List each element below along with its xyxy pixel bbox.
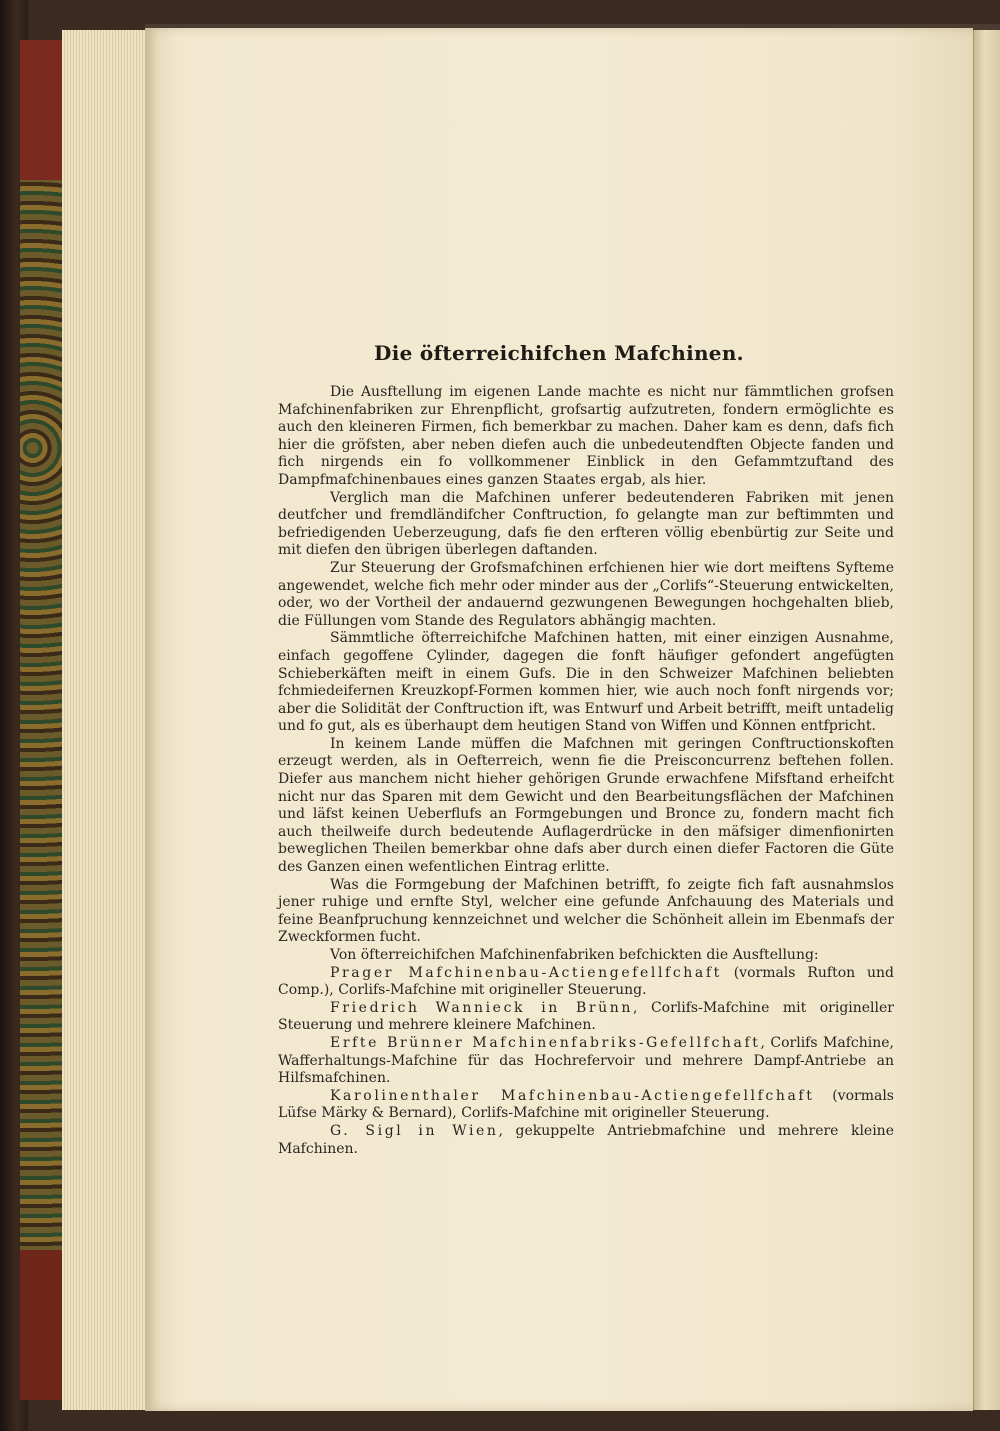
exhibitor-text: (vormals Rufton und Comp.), Corlifs-Mafchine mit origineller Steuerung. bbox=[278, 964, 894, 999]
page-stack-edge bbox=[62, 30, 148, 1410]
paragraph: Sämmtliche öfterreichifche Mafchinen hatten, mit einer einzigen Ausnahme, einfach gegoffene Cylinder, dagegen die fonft häufiger gefondert angefügten Schieberkäften meift in einem Gufs. Die in den Schweizer Mafchinen beliebten fchmiedeifernen Kreuzkopf-Formen kommen hier, wie auch noch fonft nirgends vor; aber die Solidität der Conftruction ift, was Entwurf und Arbeit betrifft, meift untadelig und fo gut, als es überhaupt dem heutigen Stand von Wiffen und Können entfpricht. bbox=[278, 630, 894, 735]
paragraph: Verglich man die Mafchinen unferer bedeutenderen Fabriken mit jenen deutfcher und fremdländifcher Conftruction, fo gelangte man zur beftimmten und befriedigenden Ueberzeugung, dafs fie den erfteren völlig ebenbürtig zur Seite und mit diefen den übrigen überlegen daftanden. bbox=[278, 489, 894, 559]
marbled-cover-edge bbox=[20, 40, 65, 1400]
exhibitor-entry bbox=[278, 965, 894, 1000]
exhibitor-text: (vormals Lüfse Märky & Bernard), Corlifs-Mafchine mit origineller Steuerung. bbox=[278, 1087, 894, 1122]
exhibitor-name: Prager Mafchinenbau-Actiengefellfchaft bbox=[330, 964, 722, 981]
exhibitor-entry bbox=[278, 1123, 894, 1158]
paragraph: Von öfterreichifchen Mafchinenfabriken befchickten die Ausftellung: bbox=[330, 947, 819, 963]
exhibitor-name: Erfte Brünner Mafchinenfabriks-Gefellfchaft bbox=[330, 1034, 761, 1051]
facing-page-edge bbox=[973, 30, 1000, 1410]
exhibitor-name: Friedrich Wannieck in Brünn bbox=[330, 999, 634, 1016]
exhibitor-name: G. Sigl in Wien bbox=[330, 1122, 499, 1139]
cover-corner-bottom bbox=[20, 1250, 62, 1400]
paragraph: Was die Formgebung der Mafchinen betrifft, fo zeigte fich faft ausnahmslos jener ruhige und ernfte Styl, welcher eine gefunde Anfchauung des Materials und feine Beanfpruchung kennzeichnet und welcher die Schönheit allein im Ebenmafs der Zweckformen fucht. bbox=[278, 876, 894, 946]
exhibitor-entry bbox=[278, 1088, 894, 1123]
paragraph: Die Ausftellung im eigenen Lande machte es nicht nur fämmtlichen grofsen Mafchinenfabriken zur Ehrenpflicht, grofsartig aufzutreten, fondern ermöglichte es auch den kleineren Firmen, fich bemerkbar zu machen. Daher kam es denn, dafs fich hier die gröfsten, aber neben diefen auch die unbedeutendften Objecte fanden und fich nirgends ein fo vollkommener Einblick in den Gefammtzuftand des Dampfmafchinenbaues eines ganzen Staates ergab, als hier. bbox=[278, 384, 894, 488]
exhibitor-entry bbox=[278, 1000, 894, 1035]
paragraph: Zur Steuerung der Grofsmafchinen erfchienen hier wie dort meiftens Syfteme angewendet, welche fich mehr oder minder aus der „Corlifs“-Steuerung entwickelten, oder, wo der Vortheil der andauernd gezwungenen Bewegungen hochgehalten blieb, die Füllungen vom Stande des Regulators abhängig machten. bbox=[278, 559, 894, 629]
exhibitor-name: Karolinenthaler Mafchinenbau-Actiengefellfchaft bbox=[330, 1087, 815, 1104]
paragraph: In keinem Lande müffen die Mafchnen mit geringen Conftructionskoften erzeugt werden, als in Oefterreich, wenn fie die Preisconcurrenz beftehen follen. Diefer aus manchem nicht hieher gehörigen Grunde erwachfene Mifsftand erheifcht nicht nur das Sparen mit dem Gewicht und den Bearbeitungsflächen der Mafchinen und läfst keinen Ueberflufs an Formgebungen und Bronce zu, fondern macht fich auch theilweife durch bedeutende Auflagerdrücke in den mäfsiger dimenfionirten beweglichen Theilen bemerkbar ohne dafs aber durch einen diefer Factoren die Güte des Ganzen einen wefentlichen Eintrag erlitte. bbox=[278, 735, 894, 876]
cover-corner-top bbox=[20, 40, 62, 180]
exhibitor-text: , Corlifs-Mafchine mit origineller Steuerung und mehrere kleinere Mafchinen. bbox=[278, 999, 894, 1034]
exhibitor-text: , Corlifs Mafchine, Wafferhaltungs-Mafchine für das Hochrefervoir und mehrere Dampf-Antriebe an Hilfsmafchinen. bbox=[278, 1034, 894, 1087]
body-text bbox=[278, 384, 894, 1158]
exhibitor-entry bbox=[278, 1035, 894, 1088]
page-title: Die öfterreichifchen Mafchinen. bbox=[374, 341, 744, 365]
exhibitor-text: , gekuppelte Antriebmafchine und mehrere kleine Mafchinen. bbox=[278, 1122, 894, 1157]
